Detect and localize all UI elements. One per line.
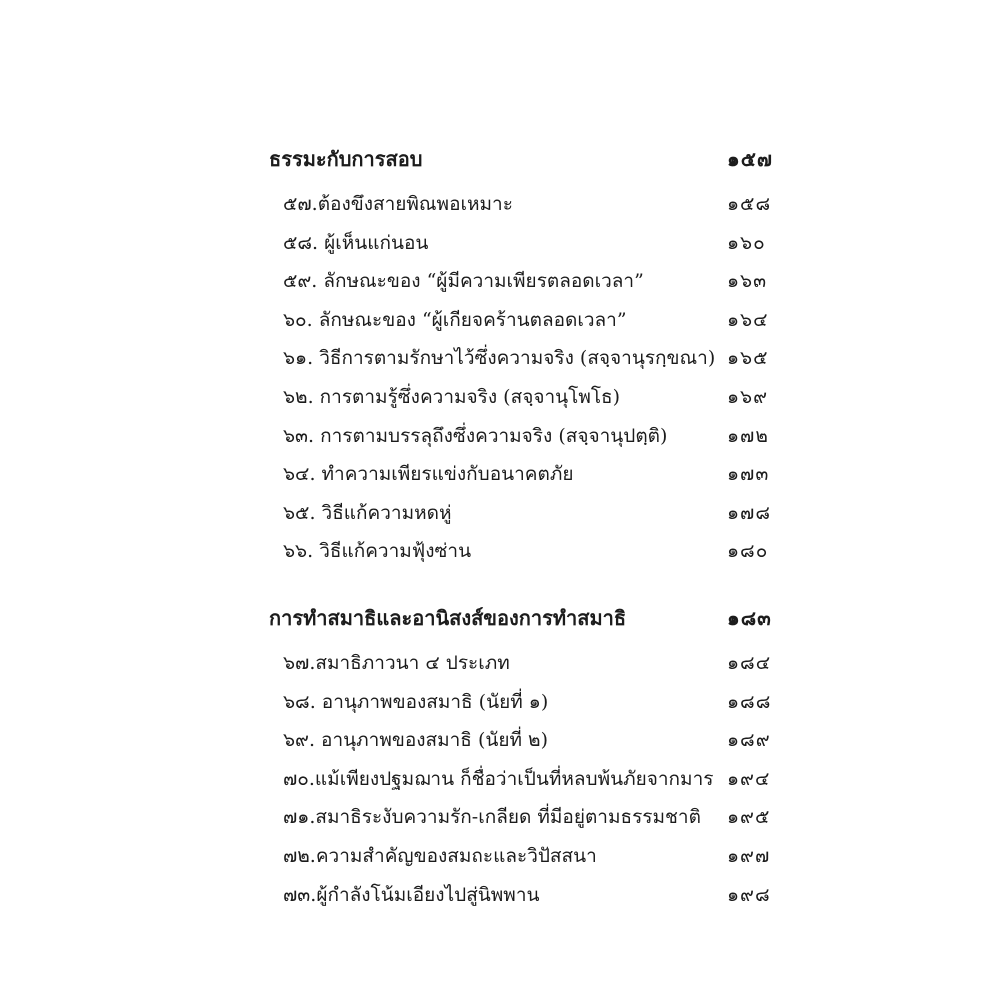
toc-entry xyxy=(269,878,779,917)
toc-section-exam-dhamma xyxy=(269,142,779,573)
toc-entry-page: ๑๘๘ xyxy=(727,690,772,713)
toc-entry xyxy=(269,800,779,839)
toc-entry-title: ๖๑. วิธีการตามรักษาไว้ซึ่งความจริง (สจฺจานุรกฺขณา) xyxy=(283,347,716,370)
toc-entry-page: ๑๖๔ xyxy=(727,308,769,331)
toc-entry-page: ๑๖๕ xyxy=(727,347,769,370)
toc-entry xyxy=(269,187,779,226)
toc-entry-title: ๕๙. ลักษณะของ “ผู้มีความเพียรตลอดเวลา” xyxy=(283,270,644,293)
toc-entry xyxy=(269,723,779,762)
toc-entry-page: ๑๗๒ xyxy=(727,424,769,447)
toc-entry xyxy=(269,264,779,303)
toc-entry-title: ๖๖. วิธีแก้ความฟุ้งซ่าน xyxy=(283,540,472,563)
toc-entry-title: ๖๕. วิธีแก้ความหดหู่ xyxy=(283,501,452,524)
section-heading xyxy=(269,601,779,646)
toc-entry xyxy=(269,303,779,342)
section-heading xyxy=(269,142,779,187)
section-page-number: ๑๘๓ xyxy=(727,606,772,630)
toc-entry xyxy=(269,685,779,724)
toc-entry-title: ๕๗.ต้องขึงสายพิณพอเหมาะ xyxy=(283,193,513,215)
toc-entry-page: ๑๘๔ xyxy=(727,652,772,674)
toc-entry-title: ๕๘. ผู้เห็นแก่นอน xyxy=(283,231,429,254)
toc-entry-page: ๑๙๕ xyxy=(727,806,771,829)
toc-entry-title: ๖๒. การตามรู้ซึ่งความจริง (สจฺจานุโพโธ) xyxy=(283,385,621,408)
toc-entry-page: ๑๙๘ xyxy=(727,883,771,906)
toc-entry-title: ๗๒.ความสำคัญของสมถะและวิปัสสนา xyxy=(283,844,597,867)
toc-entry xyxy=(269,646,779,685)
toc-entry-title: ๖๗.สมาธิภาวนา ๔ ประเภท xyxy=(283,652,510,674)
toc-entry-title: ๗๓.ผู้กำลังโน้มเอียงไปสู่นิพพาน xyxy=(283,883,540,906)
toc-entry xyxy=(269,380,779,419)
toc-entry-title: ๗๑.สมาธิระงับความรัก-เกลียด ที่มีอยู่ตามธรรมชาติ xyxy=(283,806,701,829)
toc-entry-page: ๑๖๐ xyxy=(727,231,766,254)
toc-entry-page: ๑๖๓ xyxy=(727,270,768,293)
toc-entry-page: ๑๖๙ xyxy=(727,385,769,408)
toc-entry-page: ๑๙๔ xyxy=(727,767,771,790)
toc-entry-title: ๖๓. การตามบรรลุถึงซึ่งความจริง (สจฺจานุปตฺติ) xyxy=(283,424,668,447)
toc-entry-page: ๑๗๘ xyxy=(727,501,772,524)
toc-entry xyxy=(269,762,779,801)
toc-entry xyxy=(269,419,779,458)
section-title: ธรรมะกับการสอบ xyxy=(269,147,423,171)
toc-entry-title: ๖๐. ลักษณะของ “ผู้เกียจคร้านตลอดเวลา” xyxy=(283,308,627,331)
toc-entry-title: ๖๙. อานุภาพของสมาธิ (นัยที่ ๒) xyxy=(283,729,548,752)
toc-section-meditation xyxy=(269,601,779,916)
toc-entry xyxy=(269,341,779,380)
toc-entry-page: ๑๙๗ xyxy=(727,844,771,867)
toc-entry xyxy=(269,839,779,878)
toc-entry xyxy=(269,496,779,535)
section-title: การทำสมาธิและอานิสงส์ของการทำสมาธิ xyxy=(269,606,627,630)
toc-entry-page: ๑๘๐ xyxy=(727,540,769,563)
toc-entry-title: ๗๐.แม้เพียงปฐมฌาน ก็ชื่อว่าเป็นที่หลบพ้นภัยจากมาร xyxy=(283,767,714,790)
toc-entry xyxy=(269,534,779,573)
section-page-number: ๑๕๗ xyxy=(727,147,773,171)
toc-entry-title: ๖๔. ทำความเพียรแข่งกับอนาคตภัย xyxy=(283,463,574,486)
toc-entry-page: ๑๗๓ xyxy=(727,463,770,486)
toc-entry-page: ๑๘๙ xyxy=(727,729,771,752)
toc-entry xyxy=(269,226,779,265)
toc-entry-page: ๑๕๘ xyxy=(727,193,772,215)
toc-entry xyxy=(269,457,779,496)
toc-entry-title: ๖๘. อานุภาพของสมาธิ (นัยที่ ๑) xyxy=(283,690,549,713)
